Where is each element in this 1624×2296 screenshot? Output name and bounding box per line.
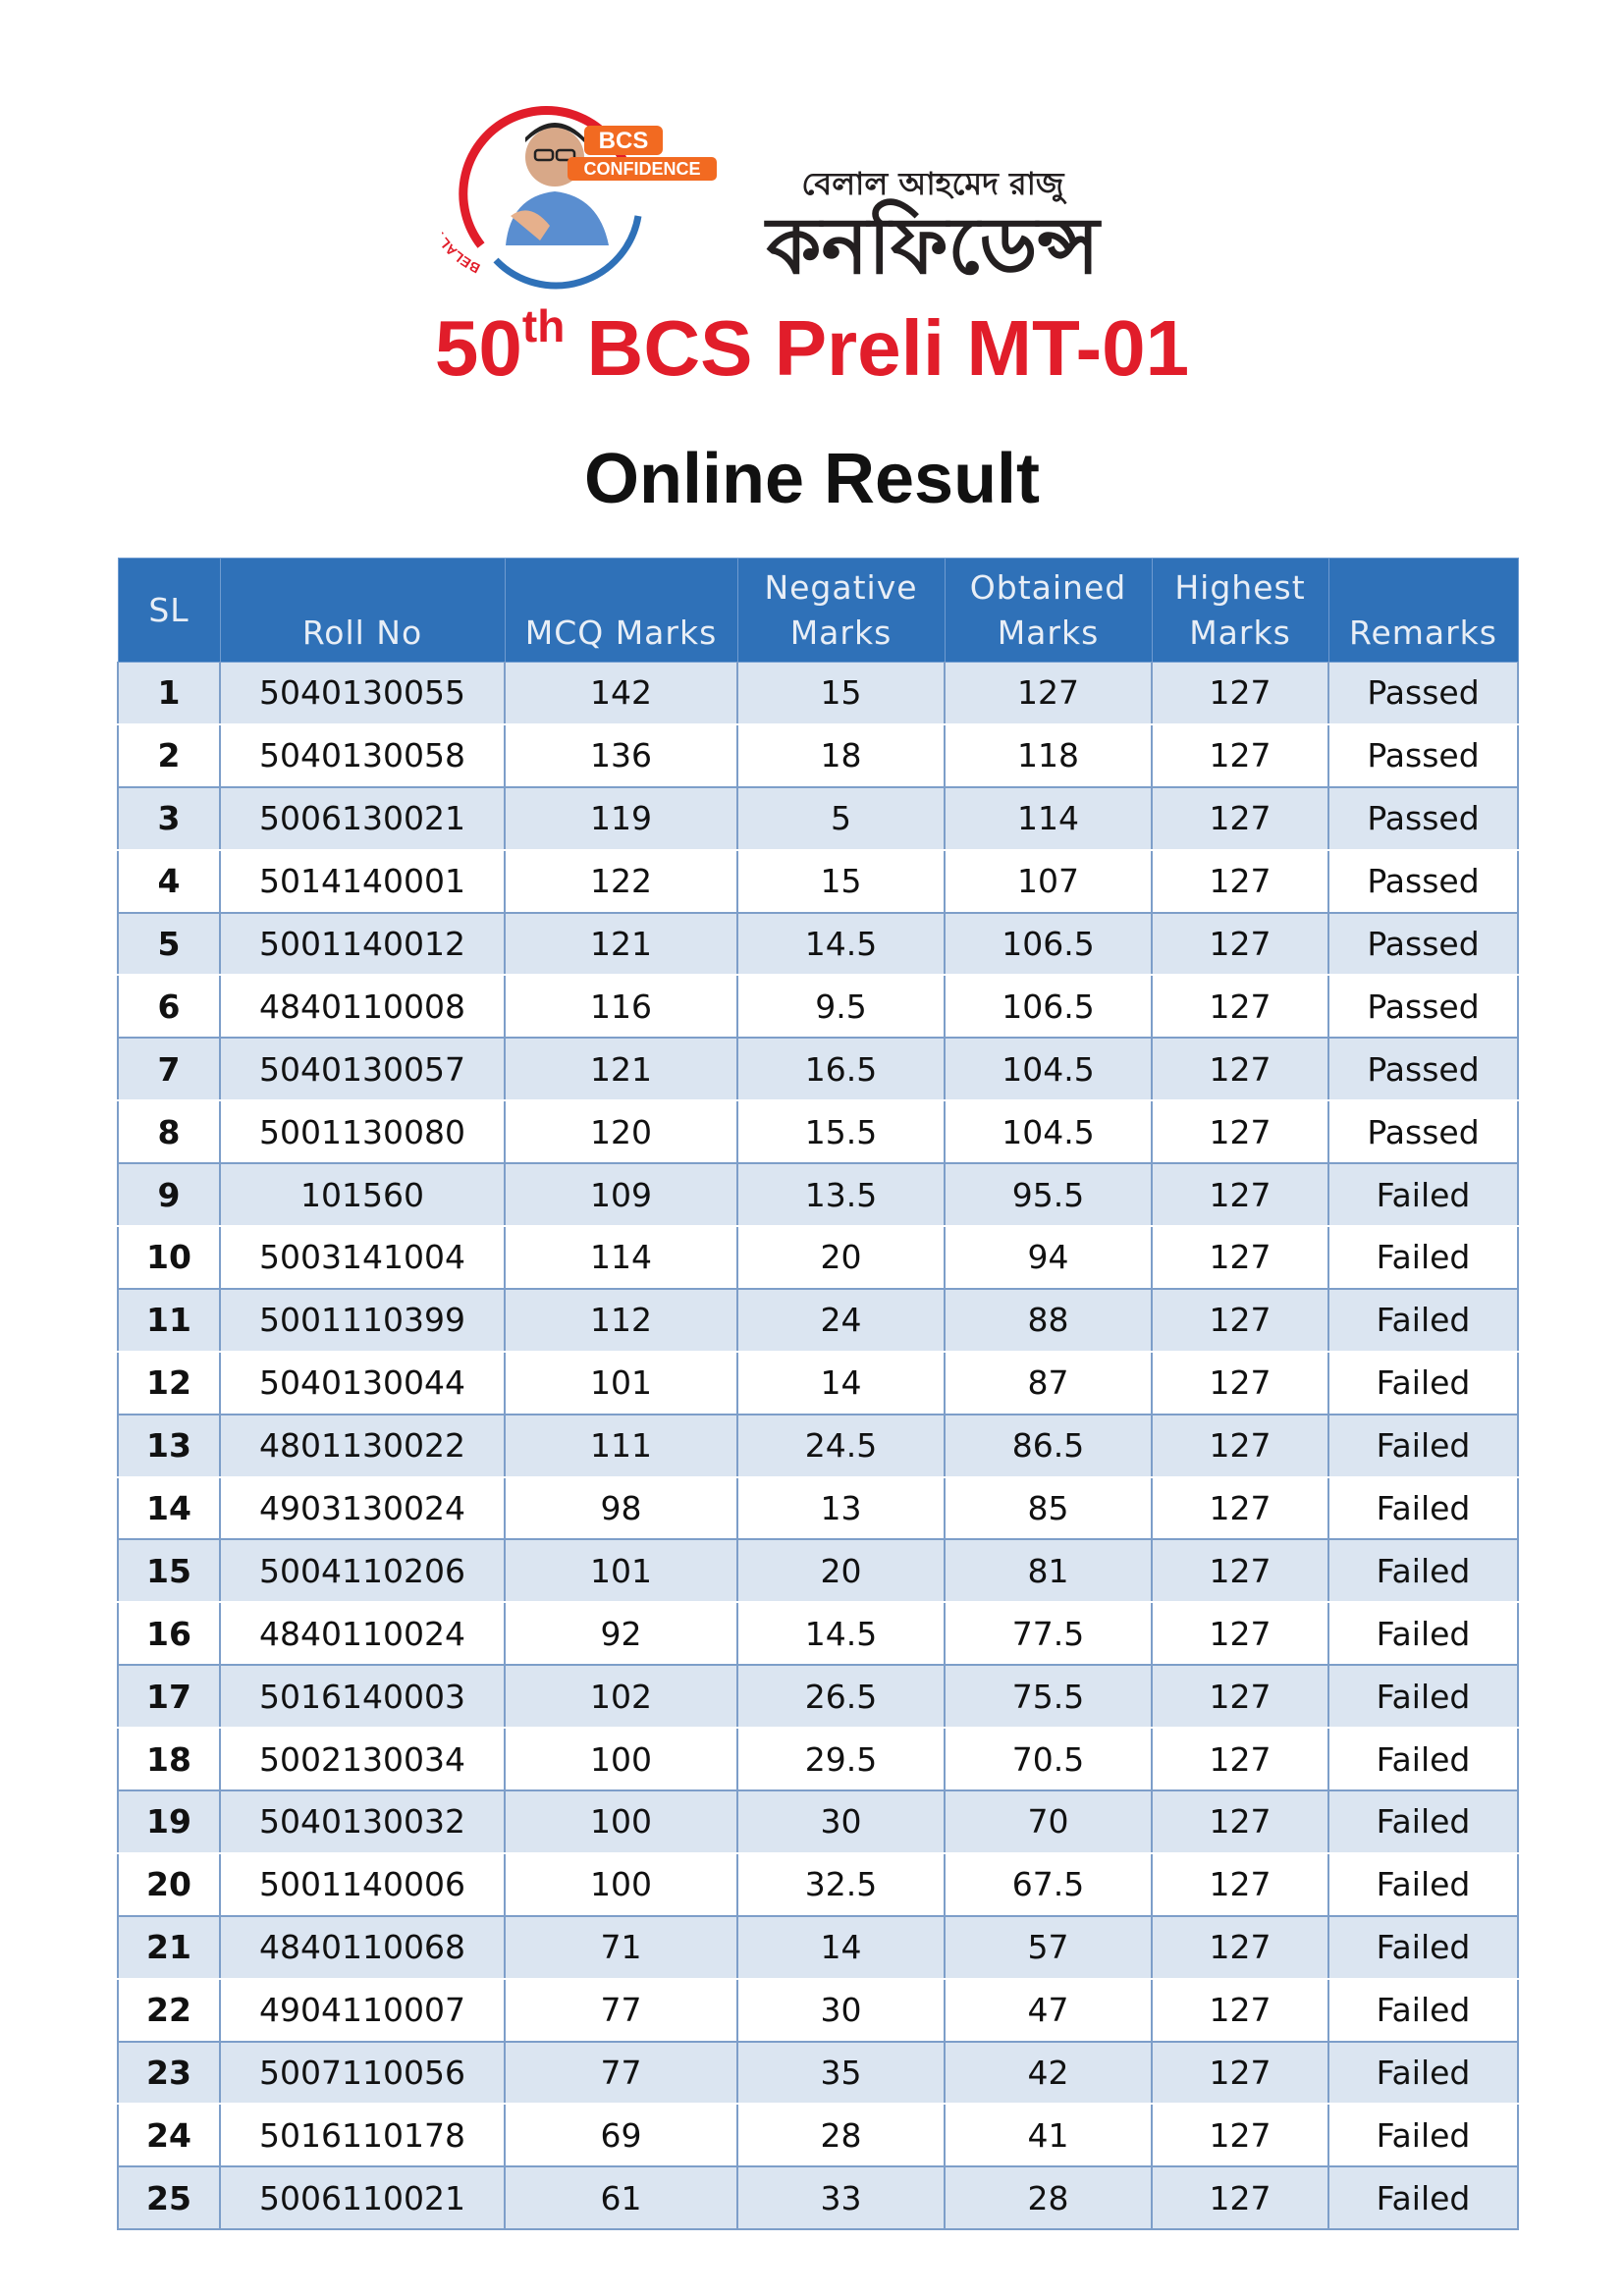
cell-highest-marks: 127 [1152, 1415, 1328, 1477]
cell-highest-marks: 127 [1152, 913, 1328, 976]
cell-mcq-marks: 112 [505, 1289, 737, 1352]
table-row [118, 1853, 1518, 1916]
cell-remarks: Failed [1328, 1289, 1518, 1352]
cell-sl: 11 [118, 1289, 220, 1352]
cell-remarks: Passed [1328, 913, 1518, 976]
cell-roll-no: 5004110206 [220, 1539, 505, 1602]
cell-negative-marks: 29.5 [737, 1728, 945, 1790]
cell-roll-no: 5001140006 [220, 1853, 505, 1916]
cell-sl: 14 [118, 1477, 220, 1540]
cell-sl: 22 [118, 1979, 220, 2042]
cell-highest-marks: 127 [1152, 663, 1328, 724]
logo-name-bengali: বেলাল আহমেদ রাজু [801, 165, 1064, 202]
cell-roll-no: 5006110021 [220, 2166, 505, 2229]
cell-remarks: Failed [1328, 1602, 1518, 1665]
cell-sl: 18 [118, 1728, 220, 1790]
cell-roll-no: 5016110178 [220, 2104, 505, 2166]
cell-remarks: Passed [1328, 663, 1518, 724]
table-row [118, 1038, 1518, 1100]
cell-obtained-marks: 41 [945, 2104, 1152, 2166]
table-row [118, 663, 1518, 724]
cell-negative-marks: 24.5 [737, 1415, 945, 1477]
cell-roll-no: 5001130080 [220, 1100, 505, 1163]
cell-negative-marks: 33 [737, 2166, 945, 2229]
cell-negative-marks: 15 [737, 850, 945, 913]
header-mcq-marks: MCQ Marks [505, 559, 737, 663]
cell-obtained-marks: 107 [945, 850, 1152, 913]
cell-mcq-marks: 100 [505, 1853, 737, 1916]
table-row [118, 913, 1518, 976]
svg-text:BCS: BCS [598, 128, 649, 154]
cell-negative-marks: 30 [737, 1790, 945, 1853]
cell-highest-marks: 127 [1152, 975, 1328, 1038]
cell-obtained-marks: 104.5 [945, 1100, 1152, 1163]
cell-roll-no: 5040130055 [220, 663, 505, 724]
table-row [118, 1352, 1518, 1415]
cell-sl: 15 [118, 1539, 220, 1602]
bcs-confidence-badge [568, 126, 717, 181]
table-row [118, 2042, 1518, 2105]
table-row [118, 1790, 1518, 1853]
header-highest-marks: Highest Marks [1152, 559, 1328, 663]
page-title [0, 300, 1624, 392]
cell-remarks: Passed [1328, 1038, 1518, 1100]
cell-obtained-marks: 106.5 [945, 913, 1152, 976]
logo-wordmark-bengali: কনফিডেন্স [766, 200, 1100, 292]
cell-mcq-marks: 142 [505, 663, 737, 724]
title-number: 50 [434, 304, 522, 392]
cell-highest-marks: 127 [1152, 724, 1328, 787]
logo-arc-text: BELA [442, 240, 483, 277]
table-row [118, 2104, 1518, 2166]
header-negative-marks: Negative Marks [737, 559, 945, 663]
cell-obtained-marks: 114 [945, 787, 1152, 850]
cell-mcq-marks: 100 [505, 1790, 737, 1853]
cell-remarks: Failed [1328, 1665, 1518, 1728]
cell-negative-marks: 13.5 [737, 1163, 945, 1226]
cell-mcq-marks: 100 [505, 1728, 737, 1790]
cell-negative-marks: 14 [737, 1916, 945, 1979]
cell-roll-no: 5002130034 [220, 1728, 505, 1790]
cell-roll-no: 4840110008 [220, 975, 505, 1038]
cell-obtained-marks: 42 [945, 2042, 1152, 2105]
cell-mcq-marks: 136 [505, 724, 737, 787]
cell-negative-marks: 9.5 [737, 975, 945, 1038]
cell-obtained-marks: 85 [945, 1477, 1152, 1540]
cell-obtained-marks: 70 [945, 1790, 1152, 1853]
cell-mcq-marks: 114 [505, 1226, 737, 1289]
cell-roll-no: 5003141004 [220, 1226, 505, 1289]
cell-sl: 9 [118, 1163, 220, 1226]
cell-obtained-marks: 86.5 [945, 1415, 1152, 1477]
cell-sl: 6 [118, 975, 220, 1038]
cell-obtained-marks: 118 [945, 724, 1152, 787]
cell-mcq-marks: 120 [505, 1100, 737, 1163]
cell-negative-marks: 24 [737, 1289, 945, 1352]
table-row [118, 850, 1518, 913]
cell-sl: 20 [118, 1853, 220, 1916]
cell-negative-marks: 28 [737, 2104, 945, 2166]
cell-sl: 5 [118, 913, 220, 976]
cell-remarks: Passed [1328, 850, 1518, 913]
cell-mcq-marks: 119 [505, 787, 737, 850]
cell-roll-no: 101560 [220, 1163, 505, 1226]
cell-mcq-marks: 121 [505, 913, 737, 976]
cell-highest-marks: 127 [1152, 1665, 1328, 1728]
result-table-body [118, 663, 1518, 2230]
cell-sl: 1 [118, 663, 220, 724]
table-row [118, 1163, 1518, 1226]
cell-obtained-marks: 28 [945, 2166, 1152, 2229]
table-row [118, 1539, 1518, 1602]
cell-remarks: Failed [1328, 1352, 1518, 1415]
cell-negative-marks: 26.5 [737, 1665, 945, 1728]
cell-remarks: Failed [1328, 1979, 1518, 2042]
table-row [118, 1665, 1518, 1728]
cell-highest-marks: 127 [1152, 1038, 1328, 1100]
title-ordinal: th [521, 300, 566, 351]
cell-highest-marks: 127 [1152, 1853, 1328, 1916]
cell-mcq-marks: 122 [505, 850, 737, 913]
cell-sl: 25 [118, 2166, 220, 2229]
table-row [118, 975, 1518, 1038]
cell-remarks: Failed [1328, 1853, 1518, 1916]
cell-mcq-marks: 98 [505, 1477, 737, 1540]
table-row [118, 1602, 1518, 1665]
table-row [118, 1916, 1518, 1979]
cell-negative-marks: 35 [737, 2042, 945, 2105]
table-row [118, 1226, 1518, 1289]
cell-sl: 7 [118, 1038, 220, 1100]
cell-highest-marks: 127 [1152, 2166, 1328, 2229]
table-row [118, 1415, 1518, 1477]
cell-obtained-marks: 81 [945, 1539, 1152, 1602]
cell-remarks: Failed [1328, 1477, 1518, 1540]
cell-negative-marks: 32.5 [737, 1853, 945, 1916]
table-row [118, 1477, 1518, 1540]
cell-roll-no: 4801130022 [220, 1415, 505, 1477]
cell-sl: 24 [118, 2104, 220, 2166]
cell-highest-marks: 127 [1152, 1163, 1328, 1226]
cell-highest-marks: 127 [1152, 1100, 1328, 1163]
cell-obtained-marks: 47 [945, 1979, 1152, 2042]
cell-roll-no: 5007110056 [220, 2042, 505, 2105]
cell-mcq-marks: 77 [505, 2042, 737, 2105]
cell-obtained-marks: 67.5 [945, 1853, 1152, 1916]
cell-highest-marks: 127 [1152, 1790, 1328, 1853]
cell-roll-no: 5040130057 [220, 1038, 505, 1100]
cell-highest-marks: 127 [1152, 1979, 1328, 2042]
cell-obtained-marks: 88 [945, 1289, 1152, 1352]
cell-sl: 2 [118, 724, 220, 787]
cell-remarks: Failed [1328, 2166, 1518, 2229]
cell-highest-marks: 127 [1152, 1289, 1328, 1352]
cell-highest-marks: 127 [1152, 787, 1328, 850]
cell-roll-no: 5001140012 [220, 913, 505, 976]
header-sl: SL [118, 559, 220, 663]
cell-obtained-marks: 70.5 [945, 1728, 1152, 1790]
cell-highest-marks: 127 [1152, 850, 1328, 913]
cell-remarks: Failed [1328, 1728, 1518, 1790]
cell-negative-marks: 14.5 [737, 913, 945, 976]
cell-remarks: Failed [1328, 1539, 1518, 1602]
cell-highest-marks: 127 [1152, 1477, 1328, 1540]
cell-roll-no: 5016140003 [220, 1665, 505, 1728]
cell-obtained-marks: 75.5 [945, 1665, 1152, 1728]
cell-sl: 17 [118, 1665, 220, 1728]
header-row [118, 559, 1518, 663]
cell-obtained-marks: 104.5 [945, 1038, 1152, 1100]
cell-remarks: Failed [1328, 1415, 1518, 1477]
table-row [118, 1979, 1518, 2042]
header-remarks: Remarks [1328, 559, 1518, 663]
cell-negative-marks: 15 [737, 663, 945, 724]
result-table [117, 558, 1519, 2230]
cell-sl: 19 [118, 1790, 220, 1853]
cell-remarks: Failed [1328, 1163, 1518, 1226]
cell-highest-marks: 127 [1152, 2042, 1328, 2105]
cell-negative-marks: 14.5 [737, 1602, 945, 1665]
title-text: BCS Preli MT-01 [565, 304, 1190, 392]
table-row [118, 1100, 1518, 1163]
cell-remarks: Passed [1328, 975, 1518, 1038]
page-subtitle: Online Result [583, 440, 1041, 518]
cell-highest-marks: 127 [1152, 2104, 1328, 2166]
table-row [118, 787, 1518, 850]
cell-roll-no: 5040130058 [220, 724, 505, 787]
cell-mcq-marks: 77 [505, 1979, 737, 2042]
cell-sl: 10 [118, 1226, 220, 1289]
table-row [118, 2166, 1518, 2229]
cell-remarks: Failed [1328, 2104, 1518, 2166]
cell-highest-marks: 127 [1152, 1352, 1328, 1415]
cell-remarks: Passed [1328, 1100, 1518, 1163]
cell-negative-marks: 15.5 [737, 1100, 945, 1163]
cell-roll-no: 4840110068 [220, 1916, 505, 1979]
cell-obtained-marks: 57 [945, 1916, 1152, 1979]
cell-obtained-marks: 95.5 [945, 1163, 1152, 1226]
cell-roll-no: 5014140001 [220, 850, 505, 913]
cell-mcq-marks: 116 [505, 975, 737, 1038]
cell-roll-no: 4840110024 [220, 1602, 505, 1665]
cell-sl: 13 [118, 1415, 220, 1477]
cell-mcq-marks: 92 [505, 1602, 737, 1665]
cell-negative-marks: 13 [737, 1477, 945, 1540]
cell-remarks: Passed [1328, 787, 1518, 850]
cell-mcq-marks: 69 [505, 2104, 737, 2166]
cell-roll-no: 4904110007 [220, 1979, 505, 2042]
cell-sl: 4 [118, 850, 220, 913]
cell-mcq-marks: 61 [505, 2166, 737, 2229]
cell-highest-marks: 127 [1152, 1226, 1328, 1289]
cell-sl: 16 [118, 1602, 220, 1665]
cell-mcq-marks: 101 [505, 1352, 737, 1415]
cell-highest-marks: 127 [1152, 1539, 1328, 1602]
cell-roll-no: 5040130032 [220, 1790, 505, 1853]
cell-negative-marks: 5 [737, 787, 945, 850]
cell-sl: 8 [118, 1100, 220, 1163]
cell-negative-marks: 30 [737, 1979, 945, 2042]
cell-sl: 23 [118, 2042, 220, 2105]
cell-mcq-marks: 101 [505, 1539, 737, 1602]
table-row [118, 1728, 1518, 1790]
cell-remarks: Failed [1328, 2042, 1518, 2105]
cell-obtained-marks: 106.5 [945, 975, 1152, 1038]
cell-obtained-marks: 87 [945, 1352, 1152, 1415]
cell-negative-marks: 18 [737, 724, 945, 787]
cell-sl: 3 [118, 787, 220, 850]
cell-remarks: Failed [1328, 1916, 1518, 1979]
cell-negative-marks: 16.5 [737, 1038, 945, 1100]
cell-roll-no: 5001110399 [220, 1289, 505, 1352]
cell-mcq-marks: 121 [505, 1038, 737, 1100]
cell-roll-no: 5040130044 [220, 1352, 505, 1415]
cell-sl: 12 [118, 1352, 220, 1415]
svg-text:CONFIDENCE: CONFIDENCE [583, 159, 701, 179]
cell-highest-marks: 127 [1152, 1602, 1328, 1665]
cell-remarks: Failed [1328, 1226, 1518, 1289]
table-row [118, 724, 1518, 787]
cell-negative-marks: 20 [737, 1539, 945, 1602]
cell-highest-marks: 127 [1152, 1916, 1328, 1979]
cell-remarks: Passed [1328, 724, 1518, 787]
cell-mcq-marks: 109 [505, 1163, 737, 1226]
brand-logo [442, 98, 1188, 294]
header-roll-no: Roll No [220, 559, 505, 663]
cell-obtained-marks: 77.5 [945, 1602, 1152, 1665]
cell-negative-marks: 20 [737, 1226, 945, 1289]
cell-remarks: Failed [1328, 1790, 1518, 1853]
table-row [118, 1289, 1518, 1352]
cell-mcq-marks: 111 [505, 1415, 737, 1477]
cell-obtained-marks: 127 [945, 663, 1152, 724]
cell-highest-marks: 127 [1152, 1728, 1328, 1790]
cell-sl: 21 [118, 1916, 220, 1979]
header-obtained-marks: Obtained Marks [945, 559, 1152, 663]
cell-roll-no: 4903130024 [220, 1477, 505, 1540]
cell-roll-no: 5006130021 [220, 787, 505, 850]
cell-obtained-marks: 94 [945, 1226, 1152, 1289]
cell-mcq-marks: 71 [505, 1916, 737, 1979]
cell-mcq-marks: 102 [505, 1665, 737, 1728]
cell-negative-marks: 14 [737, 1352, 945, 1415]
